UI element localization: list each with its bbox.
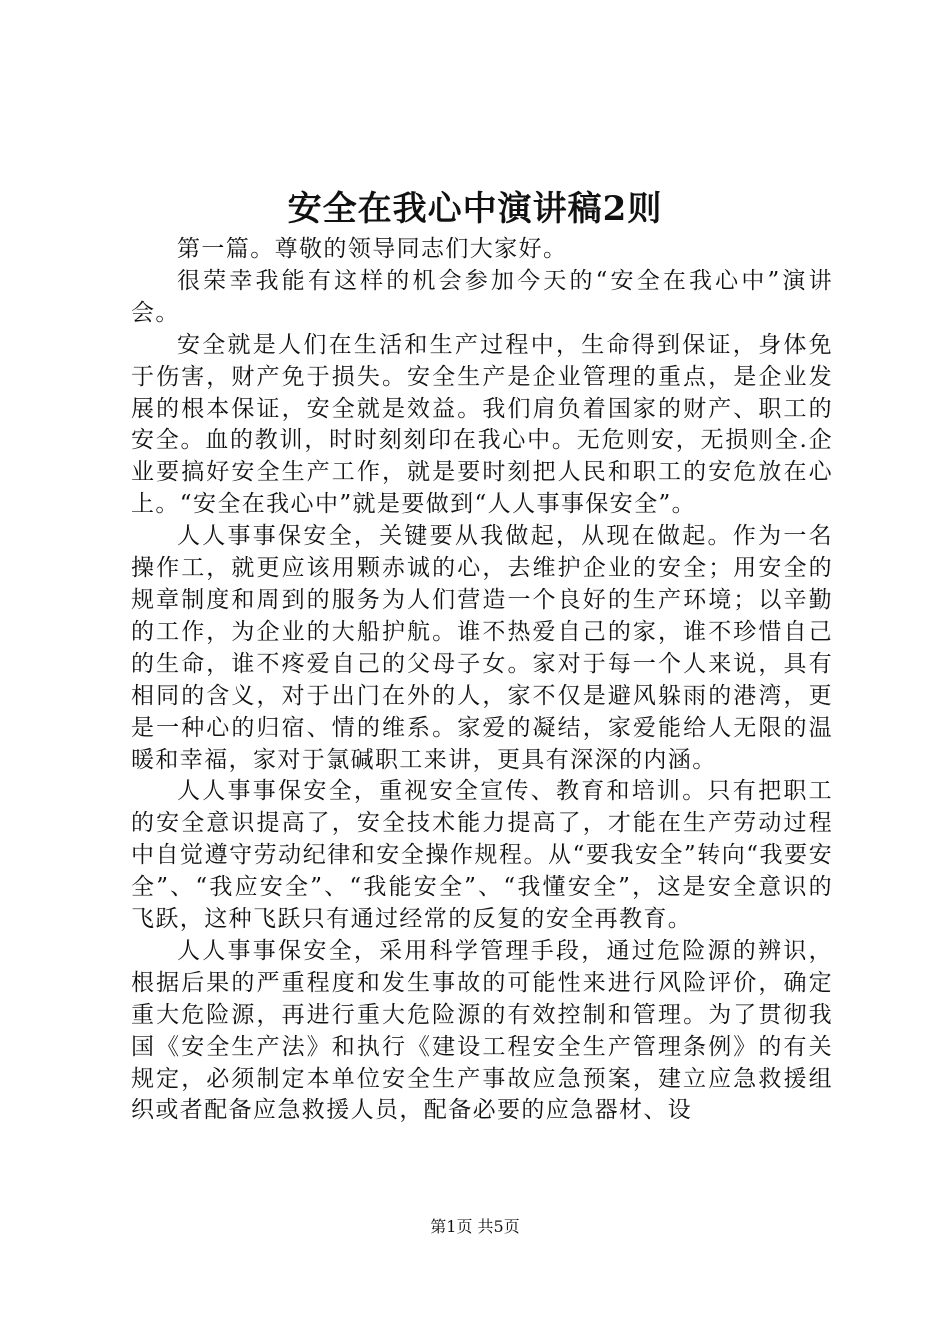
paragraph: 人人事事保安全，采用科学管理手段，通过危险源的辨识，根据后果的严重程度和发生事故的可能性来进行风险评价，确定重大危险源，再进行重大危险源的有效控制和管理。为了贯彻我国《安全生产法》和执行《建设工程安全生产管理条例》的有关规定，必须制定本单位安全生产事故应急预案，建立应急救援组织或者配备应急救援人员，配备必要的应急器材、设 — [131, 937, 833, 1124]
paragraph: 安全就是人们在生活和生产过程中，生命得到保证，身体免于伤害，财产免于损失。安全生产是企业管理的重点，是企业发展的根本保证，安全就是效益。我们肩负着国家的财产、职工的安全。血的教训，时时刻刻印在我心中。无危则安，无损则全.企业要搞好安全生产工作，就是要时刻把人民和职工的安危放在心上。“安全在我心中”就是要做到“人人事事保安全”。 — [131, 331, 833, 518]
document-body — [131, 234, 833, 1127]
paragraph: 很荣幸我能有这样的机会参加今天的“安全在我心中”演讲会。 — [131, 267, 833, 326]
paragraph: 人人事事保安全，重视安全宣传、教育和培训。只有把职工的安全意识提高了，安全技术能力提高了，才能在生产劳动过程中自觉遵守劳动纪律和安全操作规程。从“要我安全”转向“我要安全”、“我应安全”、“我能安全”、“我懂安全”，这是安全意识的飞跃，这种飞跃只有通过经常的反复的安全再教育。 — [131, 778, 833, 933]
paragraph: 人人事事保安全，关键要从我做起，从现在做起。作为一名操作工，就更应该用颗赤诚的心，去维护企业的安全；用安全的规章制度和周到的服务为人们营造一个良好的生产环境；以辛勤的工作，为企业的大船护航。谁不热爱自己的家，谁不珍惜自己的生命，谁不疼爱自己的父母子女。家对于每一个人来说，具有相同的含义，对于出门在外的人，家不仅是避风躲雨的港湾，更是一种心的归宿、情的维系。家爱的凝结，家爱能给人无限的温暖和幸福，家对于氯碱职工来讲，更具有深深的内涵。 — [131, 523, 833, 773]
paragraph: 第一篇。尊敬的领导同志们大家好。 — [177, 236, 568, 262]
document-title: 安全在我心中演讲稿2则 — [287, 189, 663, 229]
page-footer: 第1页 共5页 — [430, 1217, 520, 1236]
